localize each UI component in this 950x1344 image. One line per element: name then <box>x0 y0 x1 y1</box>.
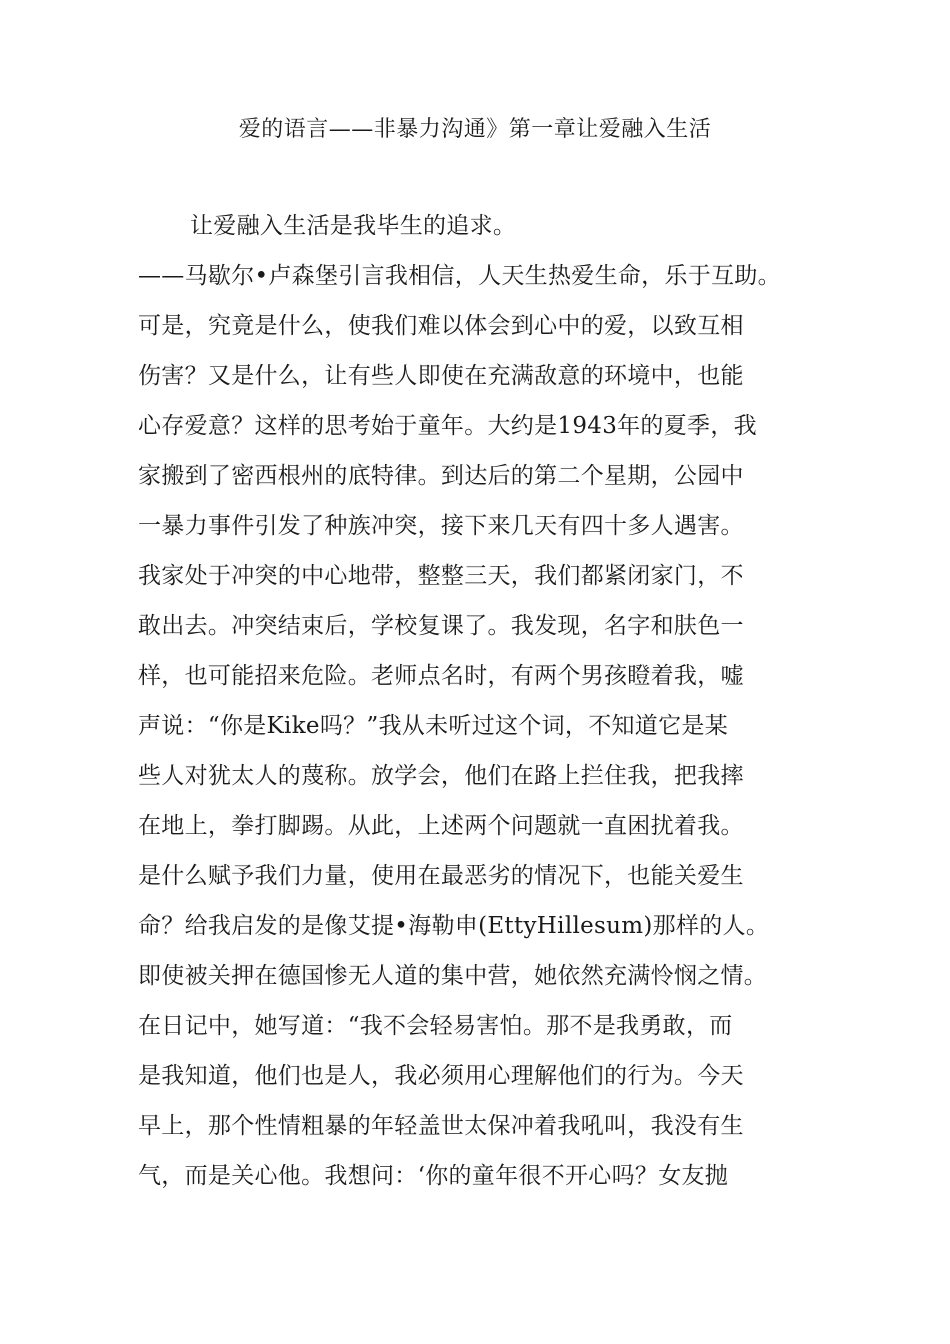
body-line-12: 些人对犹太人的蔑称。放学会，他们在路上拦住我，把我摔 <box>138 763 744 789</box>
body-line-6: 家搬到了密西根州的底特律。到达后的第二个星期，公园中 <box>138 463 744 489</box>
body-line-3: 可是，究竟是什么，使我们难以体会到心中的爱，以致互相 <box>138 313 744 339</box>
body-line-1: 让爱融入生活是我毕生的追求。 <box>190 213 517 239</box>
body-line-16: 即使被关押在德国惨无人道的集中营，她依然充满怜悯之情。 <box>138 963 768 989</box>
body-line-19: 早上，那个性情粗暴的年轻盖世太保冲着我吼叫，我没有生 <box>138 1113 744 1139</box>
body-line-20: 气，而是关心他。我想问：‘你的童年很不开心吗？女友抛 <box>138 1163 729 1189</box>
body-line-13: 在地上，拳打脚踢。从此，上述两个问题就一直困扰着我。 <box>138 813 744 839</box>
body-line-15: 命？给我启发的是像艾提•海勒申(EttyHillesum)那样的人。 <box>138 913 770 939</box>
body-line-14: 是什么赋予我们力量，使用在最恶劣的情况下，也能关爱生 <box>138 863 744 889</box>
body-line-2: ——马歇尔•卢森堡引言我相信，人天生热爱生命，乐于互助。 <box>138 263 781 289</box>
body-line-11: 声说：“你是Kike吗？”我从未听过这个词，不知道它是某 <box>138 713 729 739</box>
body-line-8: 我家处于冲突的中心地带，整整三天，我们都紧闭家门，不 <box>138 563 744 589</box>
body-line-10: 样，也可能招来危险。老师点名时，有两个男孩瞪着我，嘘 <box>138 663 744 689</box>
document-title: 爱的语言——非暴力沟通》第一章让爱融入生活 <box>238 117 712 142</box>
body-line-7: 一暴力事件引发了种族冲突，接下来几天有四十多人遇害。 <box>138 513 744 539</box>
body-line-5: 心存爱意？这样的思考始于童年。大约是1943年的夏季，我 <box>138 413 757 439</box>
body-line-9: 敢出去。冲突结束后，学校复课了。我发现，名字和肤色一 <box>138 613 744 639</box>
body-line-18: 是我知道，他们也是人，我必须用心理解他们的行为。今天 <box>138 1063 744 1089</box>
body-line-4: 伤害？又是什么，让有些人即使在充满敌意的环境中，也能 <box>138 363 744 389</box>
body-line-17: 在日记中，她写道：“我不会轻易害怕。那不是我勇敢，而 <box>138 1013 733 1039</box>
